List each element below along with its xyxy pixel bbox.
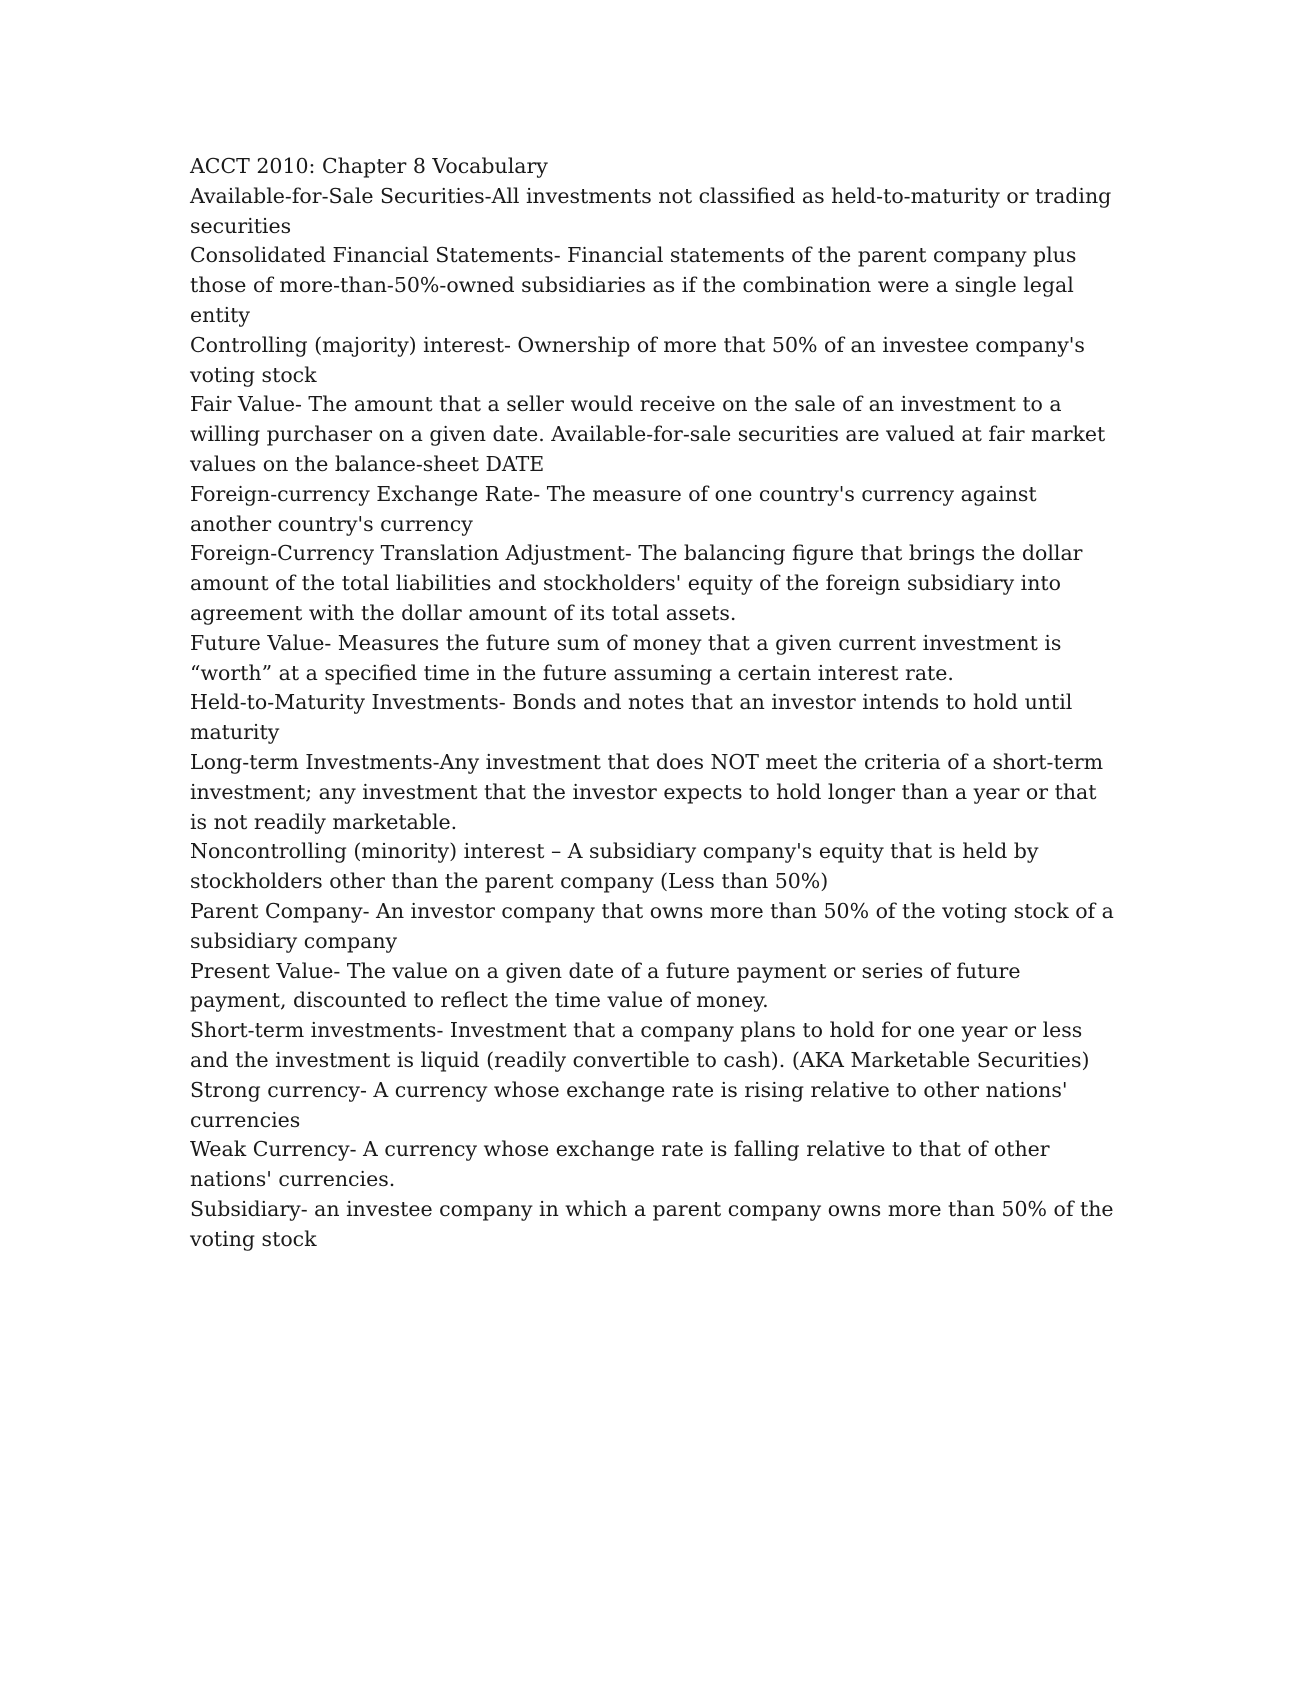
document-title: ACCT 2010: Chapter 8 Vocabulary	[190, 154, 548, 178]
vocab-entry-parent-company: Parent Company- An investor company that owns more than 50% of the voting stock of a subsidiary company	[190, 898, 1114, 953]
vocab-entry-held-to-maturity: Held-to-Maturity Investments- Bonds and notes that an investor intends to hold until maturity	[190, 690, 1073, 745]
vocab-entry-consolidated-statements: Consolidated Financial Statements- Financial statements of the parent company plus those of more-than-50%-owned subsidiaries as if the combination were a single legal entity	[190, 243, 1077, 327]
vocab-entry-weak-currency: Weak Currency- A currency whose exchange rate is falling relative to that of other nations' currencies.	[190, 1137, 1050, 1192]
vocab-entry-future-value: Future Value- Measures the future sum of money that a given current investment is “worth” at a specified time in the future assuming a certain interest rate.	[190, 630, 1062, 685]
vocab-entry-long-term-investments: Long-term Investments-Any investment that does NOT meet the criteria of a short-term investment; any investment that the investor expects to hold longer than a year or that is not readily marketable.	[190, 749, 1104, 834]
vocab-entry-fair-value: Fair Value- The amount that a seller would receive on the sale of an investment to a willing purchaser on a given date. Available-for-sale securities are valued at fair market values on the balance-sheet DATE	[190, 392, 1106, 476]
vocab-entry-present-value: Present Value- The value on a given date of a future payment or series of future payment, discounted to reflect the time value of money.	[190, 958, 1021, 1013]
vocab-entry-translation-adjustment: Foreign-Currency Translation Adjustment- The balancing figure that brings the dollar amount of the total liabilities and stockholders' equity of the foreign subsidiary into agreement with the dollar amount of its total assets.	[190, 541, 1083, 625]
vocab-entry-subsidiary: Subsidiary- an investee company in which a parent company owns more than 50% of the voting stock	[190, 1196, 1114, 1251]
vocabulary-list	[190, 152, 1120, 1254]
vocab-entry-exchange-rate: Foreign-currency Exchange Rate- The measure of one country's currency against another country's currency	[190, 481, 1037, 536]
vocab-entry-available-for-sale: Available-for-Sale Securities-All investments not classified as held-to-maturity or trading securities	[190, 183, 1112, 238]
vocab-entry-noncontrolling-interest: Noncontrolling (minority) interest – A subsidiary company's equity that is held by stockholders other than the parent company (Less than 50%)	[190, 839, 1039, 894]
vocab-entry-strong-currency: Strong currency- A currency whose exchange rate is rising relative to other nations' currencies	[190, 1077, 1068, 1132]
vocab-entry-controlling-interest: Controlling (majority) interest- Ownership of more that 50% of an investee company's voting stock	[190, 332, 1085, 387]
vocab-entry-short-term-investments: Short-term investments- Investment that a company plans to hold for one year or less and the investment is liquid (readily convertible to cash). (AKA Marketable Securities)	[190, 1018, 1090, 1072]
